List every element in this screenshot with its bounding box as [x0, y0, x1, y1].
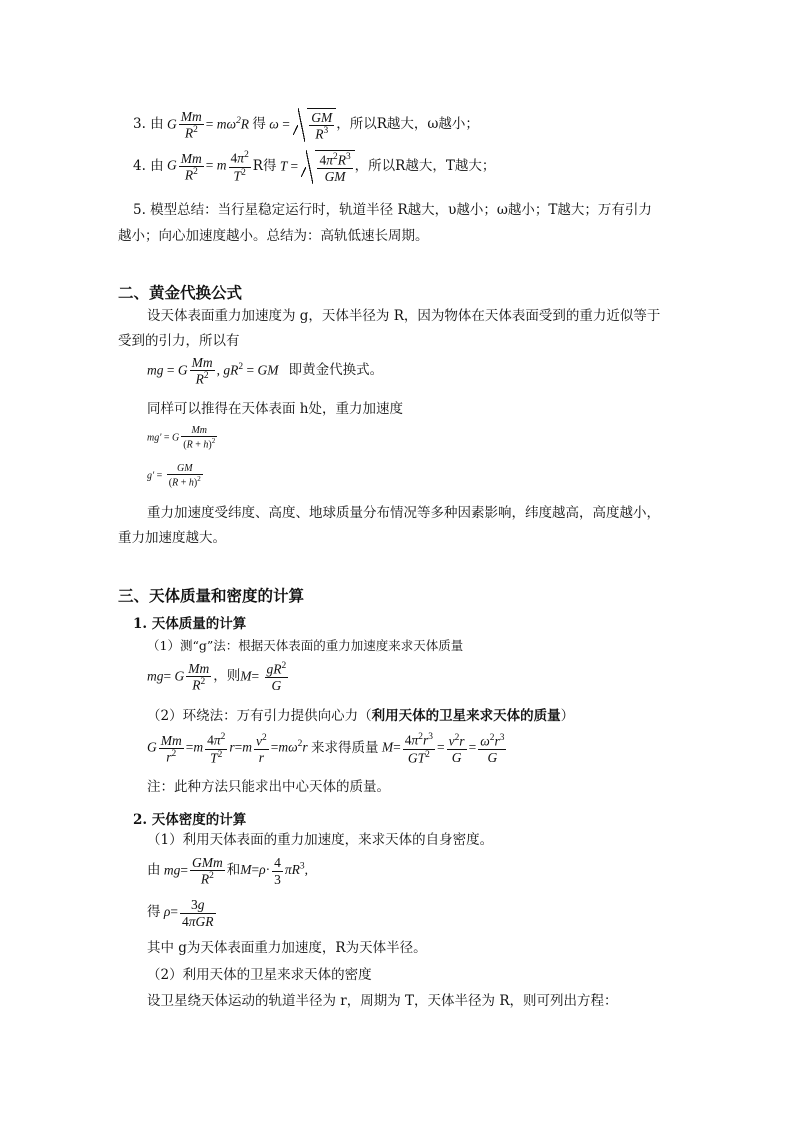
density-1-he: 和: [226, 862, 241, 879]
method-2-formula: G $\frac{Mm}{r^2}$ =m $\frac{4\pi^2}{T^2}$ r=m $\frac{v^2}{r}$ $=m\omega^2r$ 来求得质量 M= $\frac{4\pi^2r^3}{GT^2}$ = $\frac{v^2r}{G}$ = $\frac{\omega^2r^3}{G}$: [147, 732, 505, 765]
subheading-mass: 1. 天体质量的计算: [133, 616, 247, 632]
density-1-de: 得: [147, 904, 161, 921]
item-4: [133, 146, 495, 188]
item-5-line-1: 5. 模型总结：当行星稳定运行时，轨道半径 R越大，υ越小；ω越小；T越大；万有引力: [133, 202, 652, 218]
mg-prime-formula: mg' = G $\frac{Mm}{(R + h)^2}$: [147, 424, 216, 451]
method-2-close: ）: [560, 708, 575, 724]
item-4-mid: R得: [252, 158, 277, 175]
density-1-text: （1）利用天体表面的重力加速度，来求天体的自身密度。: [147, 832, 494, 848]
golden-formula-math: mg = G $\frac{Mm}{R^2}$ , $gR^2$ = GM: [147, 354, 289, 387]
item-3-text: ，所以R越大，ω越小；: [336, 116, 479, 133]
note: 注：此种方法只能求出中心天体的质量。: [147, 779, 390, 795]
section-2-para-1-line-2: 受到的引力，所以有: [118, 333, 240, 349]
method-1-formula: mg= G $\frac{Mm}{R^2}$ ，则 M= $\frac{gR^2}{G}$: [147, 660, 287, 693]
section-2-para-2: 同样可以推得在天体表面 h处，重力加速度: [147, 401, 403, 417]
item-3-prefix: 3. 由: [133, 116, 164, 133]
item-3-mid: 得: [252, 116, 266, 133]
method-2-text: [147, 710, 574, 724]
method-1-text: （1）测“g”法：根据天体表面的重力加速度来求天体质量: [147, 638, 464, 653]
method-2-bold: 利用天体的卫星来求天体的质量: [371, 708, 561, 724]
item-3-formula: G $\frac{Mm}{R^2}$ = $m\omega^2R$: [163, 108, 253, 141]
item-3: [133, 105, 479, 145]
section-2-heading: 二、黄金代换公式: [118, 284, 243, 302]
density-1-where: 其中 g为天体表面重力加速度，R为天体半径。: [147, 940, 427, 956]
density-2-text: （2）利用天体的卫星来求天体的密度: [147, 967, 372, 983]
item-5-line-2: 越小；向心加速度越小。总结为：高轨低速长周期。: [118, 228, 429, 244]
section-2-para-1-line-1: 设天体表面重力加速度为 g，天体半径为 R，因为物体在天体表面受到的重力近似等于: [147, 308, 661, 324]
method-1-then: ，则: [213, 668, 241, 685]
method-2-mid: 来求得质量: [310, 740, 379, 757]
item-4-prefix: 4. 由: [133, 158, 164, 175]
item-4-period: T = $\frac{4\pi^2R^3}{GM}$: [276, 150, 354, 185]
section-3-heading: 三、天体质量和密度的计算: [118, 587, 305, 605]
section-2-para-3-line-1: 重力加速度受纬度、高度、地球质量分布情况等多种因素影响，纬度越高，高度越小，: [147, 505, 660, 521]
golden-formula: [147, 352, 383, 390]
subheading-density: 2. 天体密度的计算: [133, 812, 247, 828]
g-prime-formula: g' = $\frac{GM}{(R + h)^2}$: [147, 462, 201, 489]
item-4-text: ，所以R越大，T越大；: [354, 158, 496, 175]
density-1-you: 由: [147, 862, 161, 879]
section-2-para-3-line-2: 重力加速度越大。: [118, 530, 226, 546]
method-2-plain: （2）环绕法：万有引力提供向心力（: [147, 708, 372, 724]
item-4-formula: G $\frac{Mm}{R^2}$ = m $\frac{4\pi^2}{T^2}$: [163, 150, 249, 183]
density-1-result: 得 ρ= $\frac{3g}{\text{4πGR}}$: [147, 896, 214, 929]
density-2-setup: 设卫星绕天体运动的轨道半径为 r，周期为 T，天体半径为 R，则可列出方程：: [147, 993, 618, 1009]
density-1-formula: 由 mg= $\frac{\text{GMm}}{R^2}$ 和 M=ρ· $\frac{4}{3}$ $\pi R^3$,: [147, 854, 308, 887]
item-3-omega: ω = $\frac{GM}{R^3}$: [266, 108, 336, 143]
golden-formula-suffix: 即黄金代换式。: [288, 362, 384, 379]
